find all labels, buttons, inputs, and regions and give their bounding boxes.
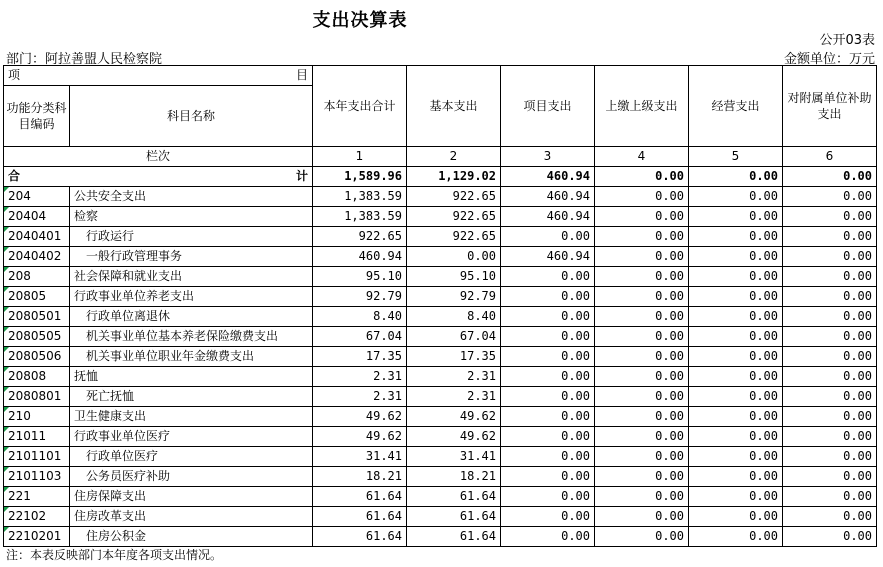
table-row — [4, 407, 877, 427]
header-col-3[interactable]: 项目支出 — [501, 66, 595, 147]
table-row — [4, 247, 877, 267]
header-col-5[interactable]: 经营支出 — [689, 66, 783, 147]
value-cell-col-2[interactable]: 2.31 — [407, 367, 501, 387]
func-code-cell[interactable]: 2040401 — [4, 227, 70, 247]
total-value-1[interactable]: 1,589.96 — [313, 167, 407, 187]
header-subject-name[interactable]: 科目名称 — [70, 86, 313, 147]
value-cell-col-6[interactable]: 0.00 — [783, 487, 877, 507]
value-cell-col-5[interactable]: 0.00 — [689, 247, 783, 267]
value-cell-col-1[interactable]: 49.62 — [313, 407, 407, 427]
table-row — [4, 347, 877, 367]
table-row — [4, 307, 877, 327]
total-value-4[interactable]: 0.00 — [595, 167, 689, 187]
value-cell-col-6[interactable]: 0.00 — [783, 507, 877, 527]
header-col-1[interactable]: 本年支出合计 — [313, 66, 407, 147]
func-code-cell[interactable]: 2080505 — [4, 327, 70, 347]
total-he: 合 — [8, 169, 21, 183]
header-mu: 目 — [295, 68, 308, 82]
value-cell-col-5[interactable]: 0.00 — [689, 307, 783, 327]
value-cell-col-2[interactable]: 61.64 — [407, 487, 501, 507]
value-cell-col-3[interactable]: 0.00 — [501, 267, 595, 287]
value-cell-col-2[interactable]: 92.79 — [407, 287, 501, 307]
table-row — [4, 267, 877, 287]
value-cell-col-2[interactable]: 61.64 — [407, 507, 501, 527]
subject-name-cell[interactable]: 行政单位医疗 — [70, 447, 313, 467]
value-cell-col-4[interactable]: 0.00 — [595, 367, 689, 387]
header-func-code[interactable]: 功能分类科目编码 — [4, 86, 70, 147]
value-cell-col-1[interactable]: 2.31 — [313, 367, 407, 387]
value-cell-col-2[interactable]: 61.64 — [407, 527, 501, 547]
value-cell-col-4[interactable]: 0.00 — [595, 487, 689, 507]
table-row — [4, 367, 877, 387]
value-cell-col-4[interactable]: 0.00 — [595, 187, 689, 207]
value-cell-col-4[interactable]: 0.00 — [595, 327, 689, 347]
value-cell-col-6[interactable]: 0.00 — [783, 307, 877, 327]
subject-name-cell[interactable]: 一般行政管理事务 — [70, 247, 313, 267]
value-cell-col-2[interactable]: 67.04 — [407, 327, 501, 347]
value-cell-col-5[interactable]: 0.00 — [689, 207, 783, 227]
subject-name-cell[interactable]: 抚恤 — [70, 367, 313, 387]
value-cell-col-5[interactable]: 0.00 — [689, 327, 783, 347]
value-cell-col-5[interactable]: 0.00 — [689, 187, 783, 207]
value-cell-col-2[interactable]: 18.21 — [407, 467, 501, 487]
value-cell-col-1[interactable]: 8.40 — [313, 307, 407, 327]
value-cell-col-1[interactable]: 92.79 — [313, 287, 407, 307]
value-cell-col-5[interactable]: 0.00 — [689, 407, 783, 427]
value-cell-col-6[interactable]: 0.00 — [783, 427, 877, 447]
value-cell-col-4[interactable]: 0.00 — [595, 527, 689, 547]
value-cell-col-3[interactable]: 0.00 — [501, 347, 595, 367]
value-cell-col-5[interactable]: 0.00 — [689, 447, 783, 467]
value-cell-col-6[interactable]: 0.00 — [783, 467, 877, 487]
value-cell-col-4[interactable]: 0.00 — [595, 467, 689, 487]
total-value-6[interactable]: 0.00 — [783, 167, 877, 187]
header-xiang: 项 — [8, 68, 21, 82]
table-row — [4, 507, 877, 527]
value-cell-col-6[interactable]: 0.00 — [783, 387, 877, 407]
value-cell-col-1[interactable]: 2.31 — [313, 387, 407, 407]
total-value-5[interactable]: 0.00 — [689, 167, 783, 187]
value-cell-col-2[interactable]: 49.62 — [407, 427, 501, 447]
value-cell-col-3[interactable]: 0.00 — [501, 387, 595, 407]
value-cell-col-6[interactable]: 0.00 — [783, 247, 877, 267]
value-cell-col-3[interactable]: 0.00 — [501, 447, 595, 467]
subject-name-cell[interactable]: 行政单位离退休 — [70, 307, 313, 327]
value-cell-col-6[interactable]: 0.00 — [783, 367, 877, 387]
subject-name-cell[interactable]: 检察 — [70, 207, 313, 227]
value-cell-col-3[interactable]: 0.00 — [501, 327, 595, 347]
value-cell-col-6[interactable]: 0.00 — [783, 227, 877, 247]
value-cell-col-4[interactable]: 0.00 — [595, 227, 689, 247]
subject-name-cell[interactable]: 社会保障和就业支出 — [70, 267, 313, 287]
func-code-cell[interactable]: 2080506 — [4, 347, 70, 367]
value-cell-col-3[interactable]: 0.00 — [501, 407, 595, 427]
value-cell-col-2[interactable]: 922.65 — [407, 187, 501, 207]
func-code-cell[interactable]: 2210201 — [4, 527, 70, 547]
subject-name-cell[interactable]: 死亡抚恤 — [70, 387, 313, 407]
value-cell-col-6[interactable]: 0.00 — [783, 347, 877, 367]
value-cell-col-2[interactable]: 8.40 — [407, 307, 501, 327]
value-cell-col-5[interactable]: 0.00 — [689, 287, 783, 307]
table-row — [4, 187, 877, 207]
value-cell-col-6[interactable]: 0.00 — [783, 407, 877, 427]
value-cell-col-6[interactable]: 0.00 — [783, 267, 877, 287]
header-lanci[interactable]: 栏次 — [4, 147, 313, 167]
value-cell-col-5[interactable]: 0.00 — [689, 527, 783, 547]
value-cell-col-1[interactable]: 18.21 — [313, 467, 407, 487]
table-note: 注：本表反映部门本年度各项支出情况。 — [6, 548, 223, 562]
subject-name-cell[interactable]: 住房保障支出 — [70, 487, 313, 507]
value-cell-col-3[interactable]: 0.00 — [501, 487, 595, 507]
value-cell-col-6[interactable]: 0.00 — [783, 327, 877, 347]
value-cell-col-1[interactable]: 61.64 — [313, 487, 407, 507]
table-row — [4, 387, 877, 407]
value-cell-col-2[interactable]: 922.65 — [407, 227, 501, 247]
value-cell-col-4[interactable]: 0.00 — [595, 387, 689, 407]
value-cell-col-5[interactable]: 0.00 — [689, 487, 783, 507]
subject-name-cell[interactable]: 行政事业单位养老支出 — [70, 287, 313, 307]
value-cell-col-6[interactable]: 0.00 — [783, 207, 877, 227]
table-row — [4, 207, 877, 227]
value-cell-col-3[interactable]: 460.94 — [501, 207, 595, 227]
func-code-cell[interactable]: 2101103 — [4, 467, 70, 487]
value-cell-col-1[interactable]: 61.64 — [313, 527, 407, 547]
table-row — [4, 467, 877, 487]
value-cell-col-1[interactable]: 61.64 — [313, 507, 407, 527]
total-value-3[interactable]: 460.94 — [501, 167, 595, 187]
value-cell-col-1[interactable]: 67.04 — [313, 327, 407, 347]
department-label: 部门：阿拉善盟人民检察院 — [6, 52, 163, 67]
value-cell-col-3[interactable]: 0.00 — [501, 467, 595, 487]
value-cell-col-2[interactable]: 2.31 — [407, 387, 501, 407]
value-cell-col-3[interactable]: 0.00 — [501, 287, 595, 307]
value-cell-col-5[interactable]: 0.00 — [689, 387, 783, 407]
func-code-cell[interactable]: 221 — [4, 487, 70, 507]
value-cell-col-3[interactable]: 0.00 — [501, 527, 595, 547]
value-cell-col-4[interactable]: 0.00 — [595, 447, 689, 467]
subject-name-cell[interactable]: 住房改革支出 — [70, 507, 313, 527]
table-row — [4, 227, 877, 247]
value-cell-col-1[interactable]: 31.41 — [313, 447, 407, 467]
value-cell-col-4[interactable]: 0.00 — [595, 427, 689, 447]
value-cell-col-4[interactable]: 0.00 — [595, 267, 689, 287]
subject-name-cell[interactable]: 行政事业单位医疗 — [70, 427, 313, 447]
subject-name-cell[interactable]: 公共安全支出 — [70, 187, 313, 207]
func-code-cell[interactable]: 20808 — [4, 367, 70, 387]
value-cell-col-2[interactable]: 922.65 — [407, 207, 501, 227]
value-cell-col-6[interactable]: 0.00 — [783, 527, 877, 547]
value-cell-col-3[interactable]: 460.94 — [501, 187, 595, 207]
col-num-5[interactable]: 5 — [689, 147, 783, 167]
value-cell-col-3[interactable]: 0.00 — [501, 307, 595, 327]
func-code-cell[interactable]: 2080501 — [4, 307, 70, 327]
value-cell-col-2[interactable]: 31.41 — [407, 447, 501, 467]
value-cell-col-4[interactable]: 0.00 — [595, 347, 689, 367]
value-cell-col-6[interactable]: 0.00 — [783, 287, 877, 307]
func-code-cell[interactable]: 2101101 — [4, 447, 70, 467]
func-code-cell[interactable]: 204 — [4, 187, 70, 207]
col-num-3[interactable]: 3 — [501, 147, 595, 167]
subject-name-cell[interactable]: 住房公积金 — [70, 527, 313, 547]
subject-name-cell[interactable]: 行政运行 — [70, 227, 313, 247]
value-cell-col-1[interactable]: 460.94 — [313, 247, 407, 267]
value-cell-col-3[interactable]: 0.00 — [501, 227, 595, 247]
value-cell-col-1[interactable]: 17.35 — [313, 347, 407, 367]
col-num-6[interactable]: 6 — [783, 147, 877, 167]
value-cell-col-3[interactable]: 0.00 — [501, 507, 595, 527]
func-code-cell[interactable]: 21011 — [4, 427, 70, 447]
header-xiang-mu-cell[interactable] — [4, 66, 313, 86]
value-cell-col-2[interactable]: 95.10 — [407, 267, 501, 287]
value-cell-col-5[interactable]: 0.00 — [689, 427, 783, 447]
value-cell-col-3[interactable]: 460.94 — [501, 247, 595, 267]
value-cell-col-4[interactable]: 0.00 — [595, 247, 689, 267]
value-cell-col-1[interactable]: 49.62 — [313, 427, 407, 447]
table-row — [4, 487, 877, 507]
form-number: 公开03表 — [819, 33, 875, 48]
value-cell-col-4[interactable]: 0.00 — [595, 287, 689, 307]
col-num-4[interactable]: 4 — [595, 147, 689, 167]
value-cell-col-2[interactable]: 0.00 — [407, 247, 501, 267]
subject-name-cell[interactable]: 公务员医疗补助 — [70, 467, 313, 487]
total-value-2[interactable]: 1,129.02 — [407, 167, 501, 187]
value-cell-col-3[interactable]: 0.00 — [501, 367, 595, 387]
value-cell-col-5[interactable]: 0.00 — [689, 227, 783, 247]
value-cell-col-4[interactable]: 0.00 — [595, 507, 689, 527]
value-cell-col-1[interactable]: 1,383.59 — [313, 207, 407, 227]
table-row — [4, 447, 877, 467]
value-cell-col-5[interactable]: 0.00 — [689, 267, 783, 287]
func-code-cell[interactable]: 208 — [4, 267, 70, 287]
col-num-2[interactable]: 2 — [407, 147, 501, 167]
expenditure-table — [3, 65, 877, 547]
value-cell-col-5[interactable]: 0.00 — [689, 467, 783, 487]
subject-name-cell[interactable]: 机关事业单位基本养老保险缴费支出 — [70, 327, 313, 347]
table-row — [4, 327, 877, 347]
value-cell-col-5[interactable]: 0.00 — [689, 367, 783, 387]
value-cell-col-1[interactable]: 1,383.59 — [313, 187, 407, 207]
subject-name-cell[interactable]: 机关事业单位职业年金缴费支出 — [70, 347, 313, 367]
total-row — [4, 167, 877, 187]
table-row — [4, 427, 877, 447]
total-label-cell[interactable] — [4, 167, 313, 187]
col-num-1[interactable]: 1 — [313, 147, 407, 167]
value-cell-col-1[interactable]: 95.10 — [313, 267, 407, 287]
value-cell-col-4[interactable]: 0.00 — [595, 207, 689, 227]
value-cell-col-6[interactable]: 0.00 — [783, 187, 877, 207]
func-code-cell[interactable]: 2040402 — [4, 247, 70, 267]
value-cell-col-4[interactable]: 0.00 — [595, 407, 689, 427]
func-code-cell[interactable]: 210 — [4, 407, 70, 427]
value-cell-col-2[interactable]: 49.62 — [407, 407, 501, 427]
value-cell-col-5[interactable]: 0.00 — [689, 347, 783, 367]
func-code-cell[interactable]: 20404 — [4, 207, 70, 227]
func-code-cell[interactable]: 20805 — [4, 287, 70, 307]
header-col-6[interactable]: 对附属单位补助支出 — [783, 66, 877, 147]
subject-name-cell[interactable]: 卫生健康支出 — [70, 407, 313, 427]
value-cell-col-5[interactable]: 0.00 — [689, 507, 783, 527]
value-cell-col-2[interactable]: 17.35 — [407, 347, 501, 367]
header-col-4[interactable]: 上缴上级支出 — [595, 66, 689, 147]
func-code-cell[interactable]: 22102 — [4, 507, 70, 527]
total-ji: 计 — [295, 169, 308, 183]
table-row — [4, 527, 877, 547]
value-cell-col-1[interactable]: 922.65 — [313, 227, 407, 247]
amount-unit-label: 金额单位：万元 — [783, 52, 875, 67]
value-cell-col-4[interactable]: 0.00 — [595, 307, 689, 327]
value-cell-col-6[interactable]: 0.00 — [783, 447, 877, 467]
header-col-2[interactable]: 基本支出 — [407, 66, 501, 147]
value-cell-col-3[interactable]: 0.00 — [501, 427, 595, 447]
func-code-cell[interactable]: 2080801 — [4, 387, 70, 407]
table-row — [4, 287, 877, 307]
page-title: 支出决算表 — [312, 10, 408, 31]
